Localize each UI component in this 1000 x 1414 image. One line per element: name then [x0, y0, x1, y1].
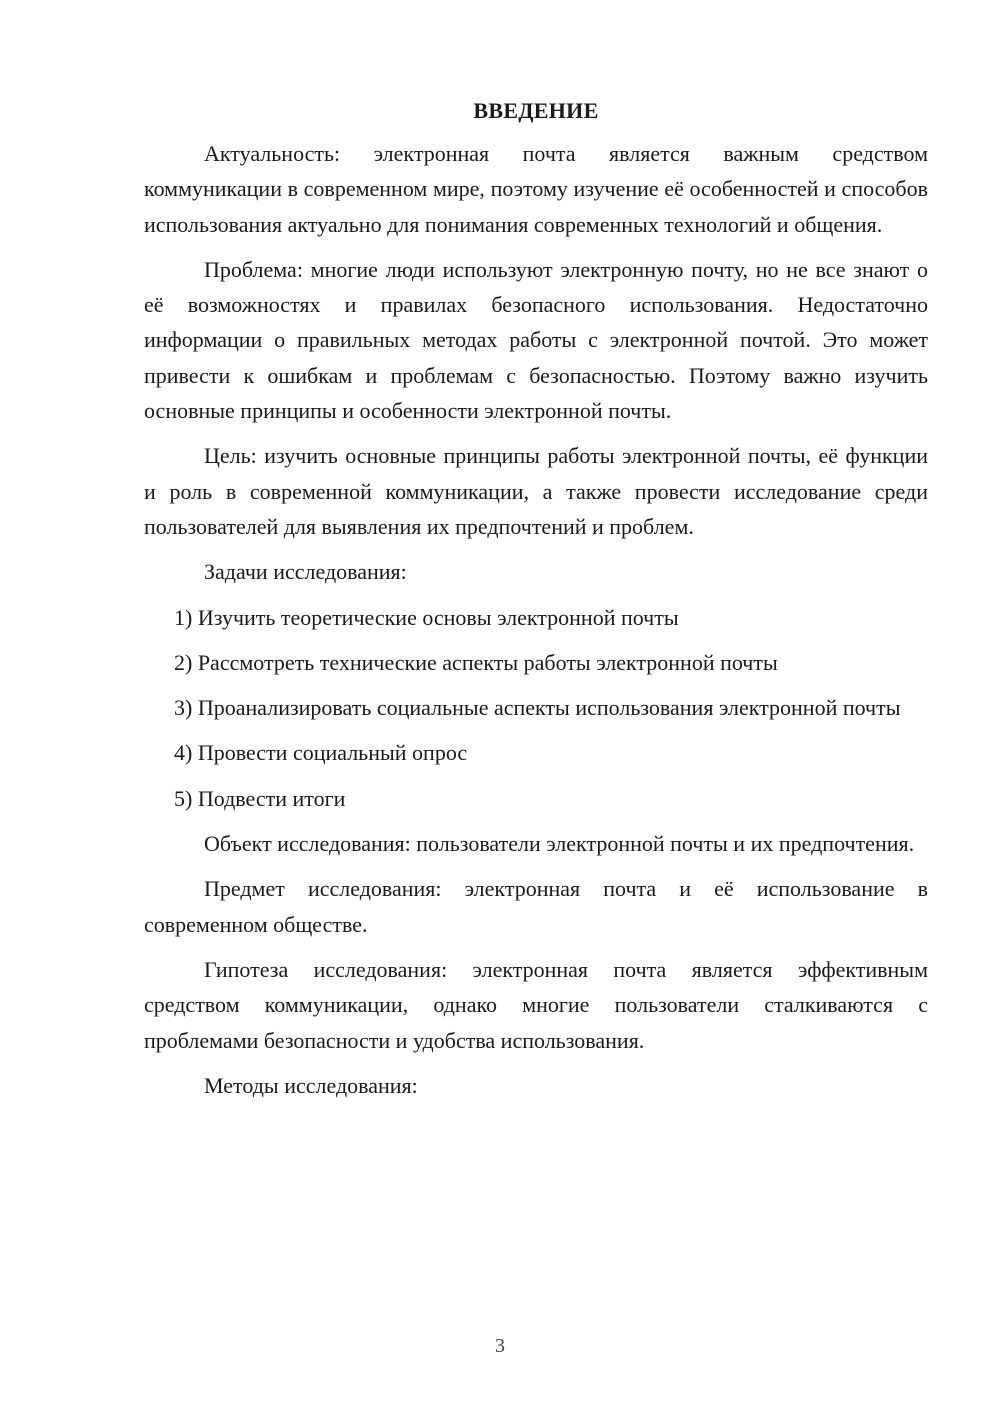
list-item: 3) Проанализировать социальные аспекты использования электронной почты — [174, 695, 901, 721]
list-item: 1) Изучить теоретические основы электронной почты — [174, 604, 679, 630]
paragraph-goal: Цель: изучить основные принципы работы электронной почты, её функции и роль в современной коммуникации, а также провести исследование среди пользователей для выявления их предпочтений и проблем. — [144, 443, 928, 539]
page-number: 3 — [495, 1335, 505, 1357]
section-title: ВВЕДЕНИЕ — [473, 98, 599, 123]
paragraph-hypothesis: Гипотеза исследования: электронная почта является эффективным средством коммуникации, однако многие пользователи сталкиваются с проблемами безопасности и удобства использования. — [144, 956, 928, 1053]
list-item: 4) Провести социальный опрос — [174, 740, 468, 766]
list-item: 2) Рассмотреть технические аспекты работы электронной почты — [174, 649, 778, 675]
paragraph-subject: Предмет исследования: электронная почта и её использование в современном обществе. — [144, 876, 928, 937]
list-item: 5) Подвести итоги — [174, 785, 346, 811]
paragraph-relevance: Актуальность: электронная почта является важным средством коммуникации в современном мире, поэтому изучение её особенностей и способов использования актуально для понимания современных технологий и общения. — [144, 141, 928, 237]
paragraph-object: Объект исследования: пользователи электронной почты и их предпочтения. — [204, 831, 915, 857]
tasks-heading: Задачи исследования: — [204, 559, 407, 585]
document-page — [144, 96, 928, 1103]
tasks-list — [144, 600, 928, 816]
paragraph-problem: Проблема: многие люди используют электронную почту, но не все знают о её возможностях и правилах безопасного использования. Недостаточно информации о правильных методах работы с электронной почтой. Это может привести к ошибкам и проблемам с безопасностью. Поэтому важно изучить основные принципы и особенности электронной почты. — [144, 256, 928, 424]
methods-heading: Методы исследования: — [204, 1072, 418, 1098]
